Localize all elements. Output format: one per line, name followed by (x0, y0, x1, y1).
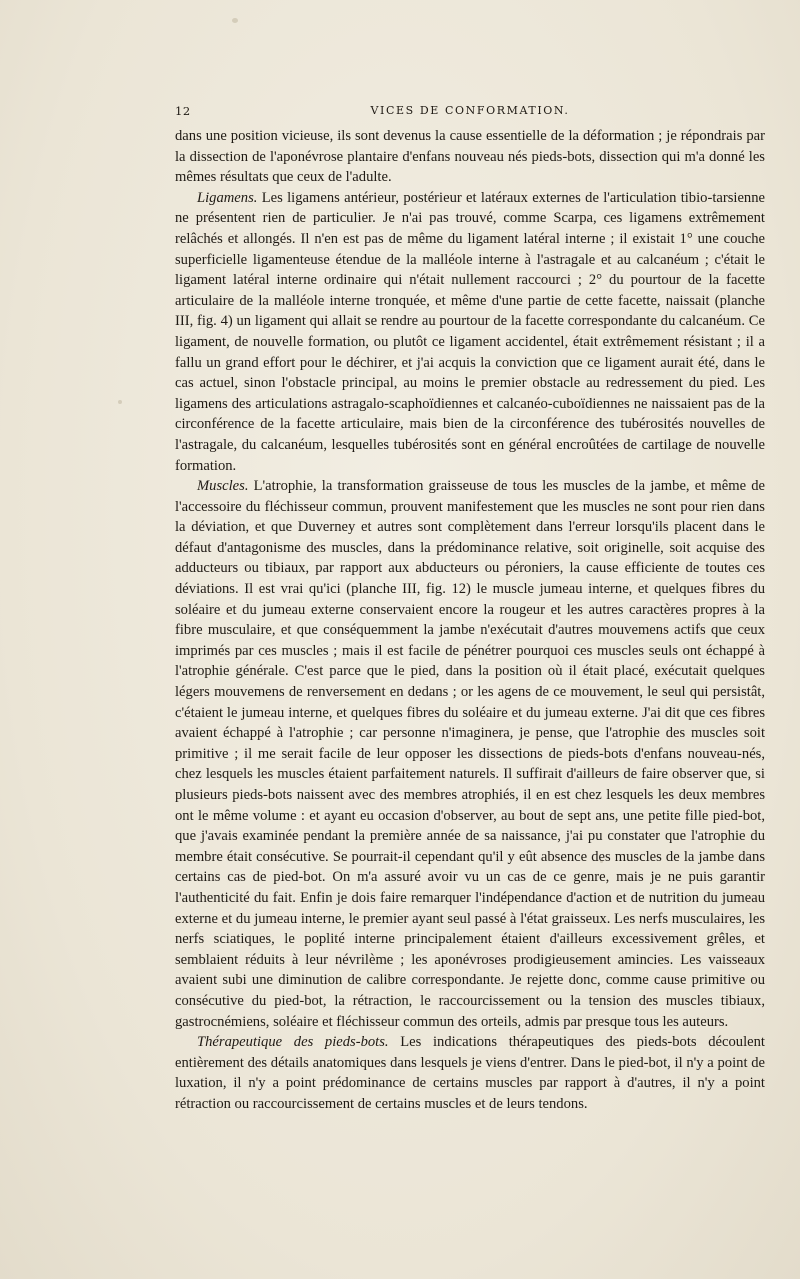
section-title: Thérapeutique des pieds-bots. (197, 1034, 389, 1051)
paragraph-muscles (175, 476, 765, 1032)
paragraph-ligamens (175, 188, 765, 476)
paragraph-continuation (175, 126, 765, 188)
paragraph-text: L'atrophie, la transformation graisseuse de tous les muscles de la jambe, et même de l'accessoire du fléchisseur commun, prouvent manifestement que les muscles ne sont pour rien dans la déviation, et que Duverney et autres sont complètement dans l'erreur lorsqu'ils placent dans le défaut d'antagonisme des muscles, dans la prédominance relative, soit originelle, soit acquise des adducteurs ou tibiaux, par rapport aux abducteurs ou péroniers, la cause efficiente de toutes ces déviations. Il est vrai qu'ici (planche III, fig. 12) le muscle jumeau interne, et quelques fibres du soléaire et du jumeau externe conservaient encore la rougeur et les autres caractères propres à la fibre musculaire, et que conséquemment la jambe n'exécutait d'autres mouvemens actifs que ceux imprimés par ces muscles ; mais il est facile de pénétrer pourquoi ces muscles seuls ont échappé à l'atrophie générale. C'est parce que le pied, dans la position où il était placé, exécutait quelques légers mouvemens de renversement en dedans ; or les agens de ce mouvement, le seul qui persistât, c'étaient le jumeau interne, et quelques fibres du soléaire et du jumeau externe. J'ai dit que ces fibres avaient échappé à l'atrophie ; car personne n'imaginera, je pense, que l'atrophie des muscles soit primitive ; il me serait facile de leur opposer les dissections de pieds-bots d'enfans nouveau-nés, chez lesquels les muscles étaient parfaitement naturels. Il suffirait d'ailleurs de faire observer que, si plusieurs pieds-bots naissent avec des membres atrophiés, il en est chez lesquels les deux membres ont le même volume : et ayant eu occasion d'observer, au bout de sept ans, une petite fille pied-bot, que j'avais examinée pendant la première année de sa naissance, j'ai pu constater que l'atrophie du membre était consécutive. Se pourrait-il cependant qu'il y eût absence des muscles de la jambe dans certains cas de pied-bot. On m'a assuré avoir vu un cas de ce genre, mais je ne puis garantir l'authenticité du fait. Enfin je dois faire remarquer l'indépendance d'action et de nutrition du jumeau externe et du jumeau interne, le premier ayant seul passé à l'état graisseux. Les nerfs musculaires, les nerfs sciatiques, le poplité interne principalement étaient d'ailleurs excessivement grêles, et semblaient réduits à leur névrilème ; les aponévroses prodigieusement amincies. Les vaisseaux avaient subi une diminution de calibre correspondante. Je rejette donc, comme cause primitive ou consécutive du pied-bot, la rétraction, le raccourcissement ou la tension des muscles tibiaux, gastrocnémiens, soléaire et fléchisseur commun des orteils, admis par presque tous les auteurs. (175, 478, 765, 1030)
paragraph-therapeutique (175, 1032, 765, 1114)
section-title: Ligamens. (197, 189, 258, 206)
section-title: Muscles. (197, 478, 249, 495)
paper-speck (232, 18, 238, 23)
body-text (175, 126, 765, 1115)
running-title: VICES DE CONFORMATION. (370, 104, 570, 117)
paragraph-text: dans une position vicieuse, ils sont devenus la cause essentielle de la déformation ; je répondrais par la dissection de l'aponévrose plantaire d'enfans nouveau nés pieds-bots, dissection qui m'a donné les mêmes résultats que ceux de l'adulte. (175, 128, 765, 186)
page-number: 12 (175, 104, 191, 118)
paragraph-text: Les ligamens antérieur, postérieur et latéraux externes de l'articulation tibio-tarsienne ne présentent rien de particulier. Je n'ai pas trouvé, comme Scarpa, ces ligamens extrêmement relâchés et allongés. Il n'en est pas de même du ligament latéral interne ; il existait 1° une couche superficielle ligamenteuse étendue de la malléole interne à l'astragale et au calcanéum ; c'était le ligament latéral interne ordinaire qui n'était nullement raccourci ; 2° du pourtour de la facette articulaire de la malléole interne tronquée, et même d'une partie de cette facette, naissait (planche III, fig. 4) un ligament qui allait se rendre au pourtour de la facette correspondante du calcanéum. Ce ligament, de nouvelle formation, ou plutôt ce ligament accidentel, était extrêmement résistant ; il a fallu un grand effort pour le déchirer, et j'ai acquis la conviction que ce ligament aurait été, dans le cas actuel, sinon l'obstacle principal, au moins le premier obstacle au redressement du pied. Les ligamens des articulations astragalo-scaphoïdiennes et calcanéo-cuboïdiennes ne naissaient pas de la circonférence de la facette articulaire, mais bien de la circonférence des tubérosités nouvelles de l'astragale, du calcanéum, lesquelles tubérosités sont en général encroûtées de cartilage de nouvelle formation. (175, 189, 765, 474)
running-head (175, 104, 765, 124)
paper-speck (118, 400, 122, 404)
paragraph-text: Les indications thérapeutiques des pieds-bots découlent entièrement des détails anatomiques dans lesquels je viens d'entrer. Dans le pied-bot, il n'y a point de luxation, il n'y a point prédominance de certains muscles par rapport à d'autres, il n'y a point rétraction ou raccourcissement de certains muscles et de leurs tendons. (175, 1034, 765, 1112)
